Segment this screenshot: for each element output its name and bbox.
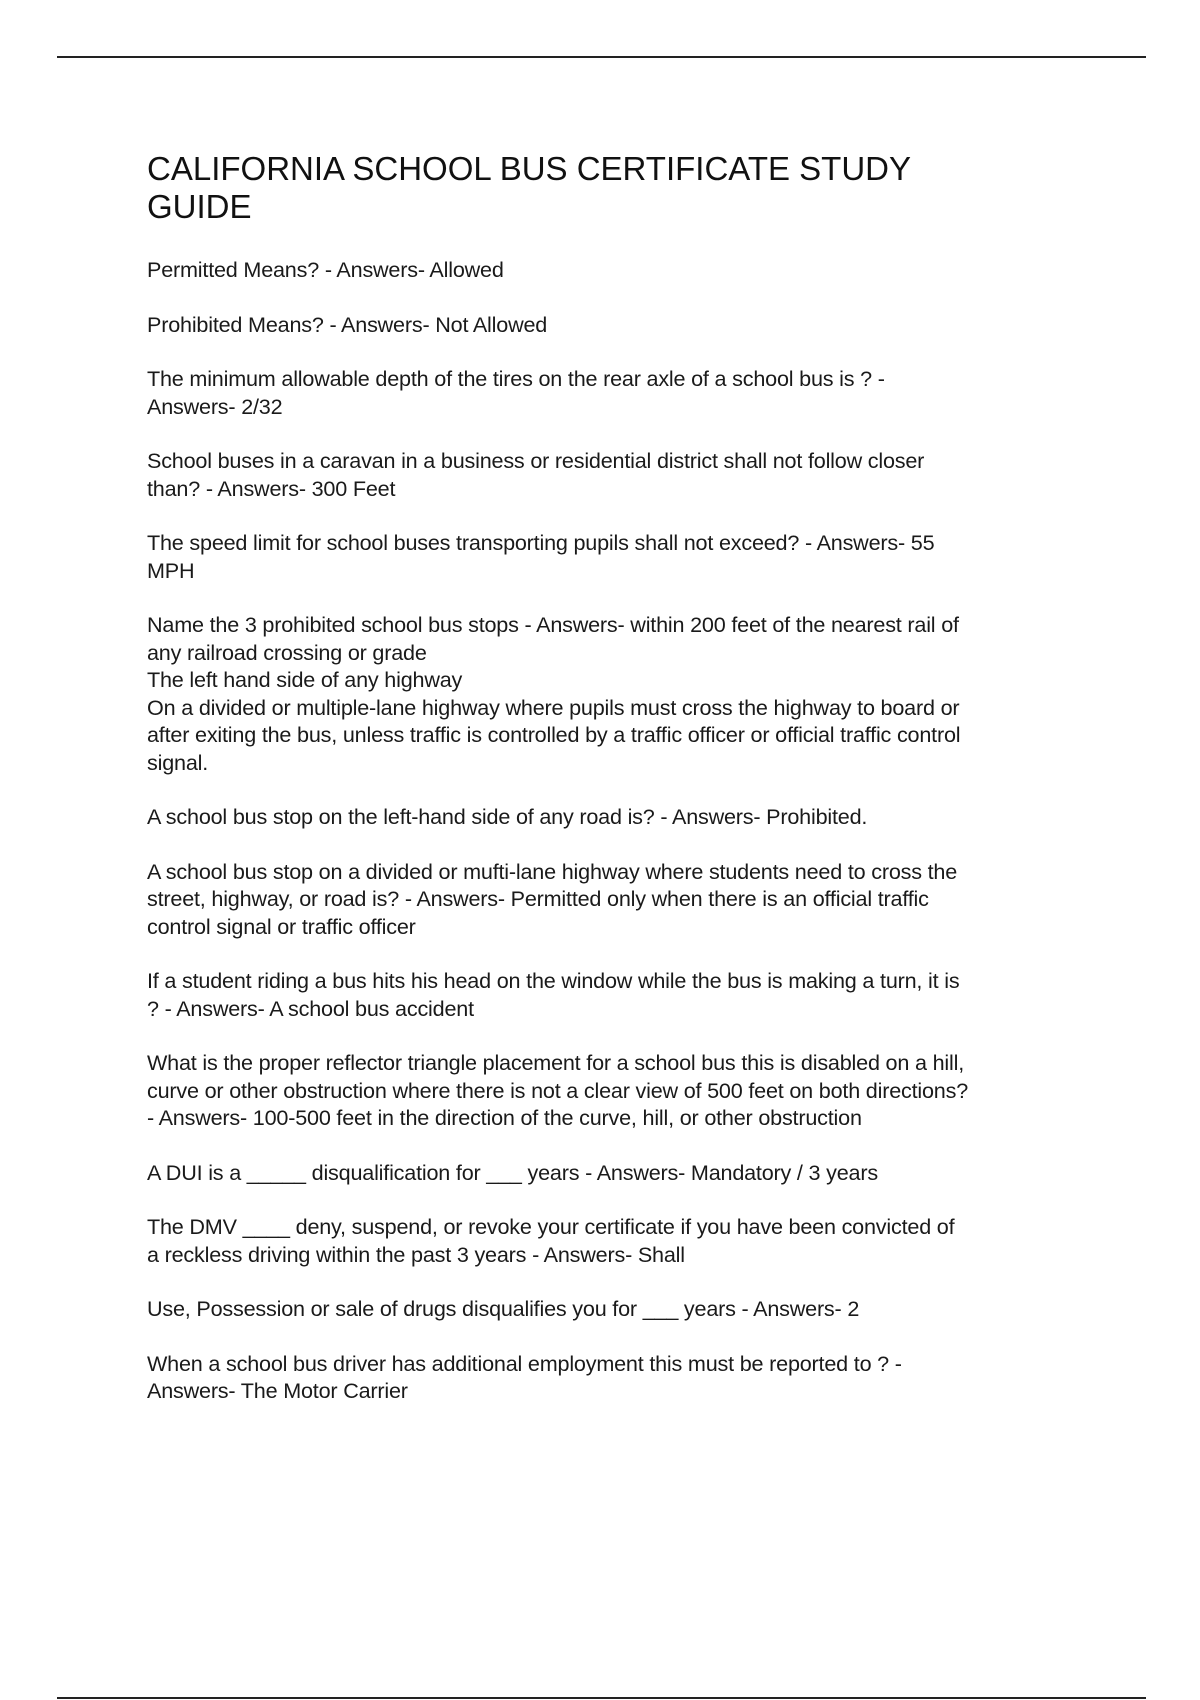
footer-rule [57, 1697, 1146, 1699]
qa-line: Use, Possession or sale of drugs disqualifies you for ___ years - Answers- 2 [147, 1296, 860, 1321]
qa-line: control signal or traffic officer [147, 913, 416, 939]
qa-line: after exiting the bus, unless traffic is controlled by a traffic officer or official traffic control [147, 722, 961, 747]
qa-item [147, 1295, 1127, 1323]
qa-line: If a student riding a bus hits his head on the window while the bus is making a turn, it is [147, 968, 960, 993]
qa-line: A school bus stop on the left-hand side of any road is? - Answers- Prohibited. [147, 804, 868, 829]
page-title [147, 150, 1127, 226]
qa-item [147, 447, 1127, 502]
qa-line: curve or other obstruction where there is not a clear view of 500 feet on both directions? [147, 1077, 969, 1103]
title-line: GUIDE [147, 188, 252, 225]
qa-line: A DUI is a _____ disqualification for ___ years - Answers- Mandatory / 3 years [147, 1159, 878, 1185]
qa-line: Answers- 2/32 [147, 393, 283, 419]
qa-line: On a divided or multiple-lane highway where pupils must cross the highway to board or [147, 694, 960, 720]
qa-item [147, 529, 1127, 584]
qa-item [147, 256, 1127, 284]
qa-item [147, 611, 1127, 776]
qa-item [147, 1049, 1127, 1132]
qa-item [147, 803, 1127, 831]
qa-item [147, 1350, 1127, 1405]
qa-item [147, 858, 1127, 941]
qa-line: MPH [147, 557, 195, 583]
header-rule [57, 56, 1146, 58]
qa-line: Prohibited Means? - Answers- Not Allowed [147, 311, 548, 337]
qa-line: than? - Answers- 300 Feet [147, 475, 396, 501]
qa-line: A school bus stop on a divided or mufti-lane highway where students need to cross the [147, 858, 958, 884]
qa-line: signal. [147, 749, 209, 775]
qa-item [147, 365, 1127, 420]
qa-item [147, 1159, 1127, 1187]
qa-line: Permitted Means? - Answers- Allowed [147, 257, 504, 282]
qa-line: When a school bus driver has additional employment this must be reported to ? - [147, 1350, 902, 1376]
qa-line: The DMV ____ deny, suspend, or revoke your certificate if you have been convicted of [147, 1214, 955, 1239]
qa-item [147, 311, 1127, 339]
qa-line: The left hand side of any highway [147, 667, 463, 692]
qa-item [147, 1213, 1127, 1268]
qa-line: - Answers- 100-500 feet in the direction of the curve, hill, or other obstruction [147, 1105, 862, 1130]
qa-line: The minimum allowable depth of the tires on the rear axle of a school bus is ? - [147, 366, 885, 391]
qa-list [147, 256, 1127, 1405]
qa-line: The speed limit for school buses transporting pupils shall not exceed? - Answers- 55 [147, 530, 935, 555]
qa-line: ? - Answers- A school bus accident [147, 995, 474, 1021]
qa-item [147, 967, 1127, 1022]
qa-line: Answers- The Motor Carrier [147, 1378, 408, 1403]
title-line: CALIFORNIA SCHOOL BUS CERTIFICATE STUDY [147, 150, 912, 187]
qa-line: What is the proper reflector triangle placement for a school bus this is disabled on a hill, [147, 1050, 964, 1075]
qa-line: Name the 3 prohibited school bus stops - Answers- within 200 feet of the nearest rail of [147, 612, 959, 637]
qa-line: a reckless driving within the past 3 years - Answers- Shall [147, 1241, 685, 1267]
document-body [147, 150, 1127, 1432]
qa-line: any railroad crossing or grade [147, 639, 427, 665]
qa-line: street, highway, or road is? - Answers- Permitted only when there is an official traffic [147, 886, 929, 911]
qa-line: School buses in a caravan in a business or residential district shall not follow closer [147, 448, 925, 473]
